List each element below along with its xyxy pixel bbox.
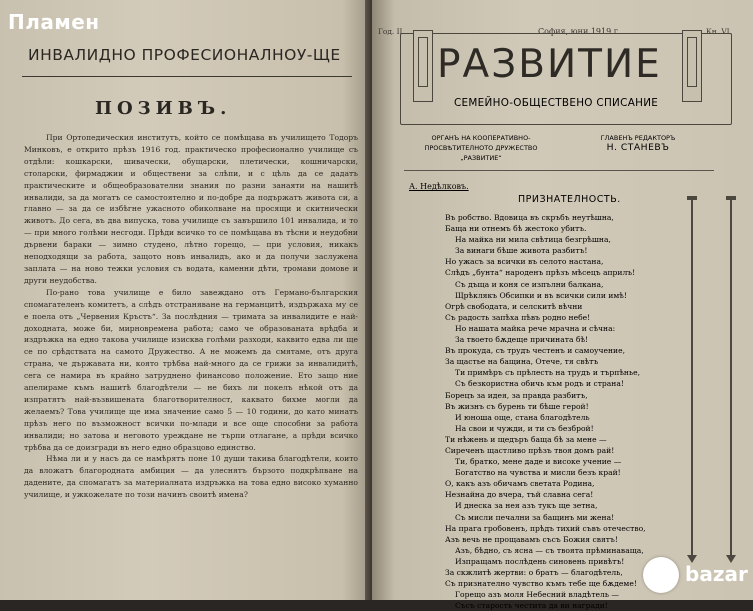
poem-body [437,212,687,611]
left-page-header: ИНВАЛИДНО ПРОФЕСИОНАЛНОУ-ЩЕ [28,46,341,64]
masthead-rule [404,170,714,171]
ornament-pillar-right [682,30,702,102]
poem-line: На свои и чужди, и ти съ безброй! [455,423,594,433]
poem-line: Борецъ за идея, за правда разбитъ, [445,390,588,400]
poem-line: Ти примѣръ съ прѣлесть на трудъ и търпѣнье, [455,368,641,378]
editor-name: Н. СТАНЕВЪ [606,142,670,153]
issue-number: Кн. VI. [706,27,732,36]
issue-date: София, юни 1919 г. [538,27,621,36]
poem-line: Слѣдъ „бунта“ народенъ прѣзъ мѣсецъ априлъ! [445,268,636,278]
year-label: Год. II [378,27,403,36]
poem-line: И юноша още, стана благодѣтель [455,412,590,422]
poem-line: За щастье на бащина, Отече, тя свѣтъ [445,357,599,367]
ornament-pillar-left [413,30,433,102]
poem-line: Щрѣклякъ Обсипки и въ всички сили имѣ! [455,290,627,300]
poem-line: Съ мисли печални за бащинъ ми жена! [455,512,615,522]
poem-line: Съсъ старость честита да ви награди! [455,601,608,611]
poem-line: Изпращамъ послѣдень синовень привѣтъ! [455,556,625,566]
poem-line: Но нашата майка рече мрачна и сѣчна: [455,323,616,333]
poem-line: Съ признателно чувство къмъ тебе ще бѫдеме! [445,579,637,589]
masthead-subtitle: СЕМЕЙНО-ОБЩЕСТВЕНО СПИСАНИЕ [454,97,659,109]
logo-wordmark: bazar [685,562,748,586]
appeal-title: ПОЗИВЪ. [95,98,232,119]
poem-line: Сиреченъ щастливо прѣзъ твоя домъ рай! [445,445,615,455]
marketplace-logo [643,554,753,596]
publisher-block [401,133,561,163]
publisher-line: „РАЗВИТИЕ“ [460,154,502,162]
poem-line: На прага гробовенъ, прѣдъ тихий съвъ отечество, [445,523,646,533]
poem-line: Съ дъща и коня се изпълни балкана, [455,279,604,289]
poem-line: Азъ вечь не прощавамъ съсъ Божия святъ! [445,534,618,544]
poem-line: Баща ни отнемъ бѣ жестоко убитъ. [445,224,587,234]
poem-line: Въ жизнъ съ бурень ти бѣше герой! [445,401,589,411]
poem-line: Азъ, бѣдно, съ ясна — съ твоята прѣминаваща, [455,545,644,555]
header-rule [22,76,352,77]
poem-line: И днеска за нея азъ тукъ ще зетна, [455,501,598,511]
column-ornament-right [730,200,732,555]
poem-line: Въ прокуда, съ трудъ честенъ и самоучение, [445,346,626,356]
editor-label: ГЛАВЕНЪ РЕДАКТОРЪ [600,134,676,142]
logo-mark-icon [643,557,679,593]
appeal-paragraph: По-рано това училище е било завеждано отъ Германо-българския спомагателенъ комитетъ, а слѣдъ отстраняване на германцитѣ, издържаха му се е поела отъ „Червения Кръстъ“. За послѣдния — тримата за инвалидите е най-доходната, може би, мирновремена работа; само че образованата врѣдба и издръжка на едно такова училище изисква голѣми разходи, каквито едва ли ще се по срѣдствата на самото Дружество. А не можемъ да смятаме, отъ друга страна, че държавата ни, която трѣбва най-много да се грижи за инвалидитѣ, сега се намира въ крайно затруднено финансово положение. Ето защо ние апелираме къмъ нашитѣ благодѣтели — не бихъ ли покелъ нѣкой отъ да изпратятъ най-възвишената благотворителност, каквато бихме могли да желаемъ? Това училище ще има значение само 5 — 10 години, до като минатъ прѣзъ него по възможност всички по-млади и все още способни за работа инвалиди; но затова и неговото уреждане не търпи отлагане, а прѣди всичко трѣбва да се доизгради въ него едно образцово единство. [24,287,358,452]
poem-line: На майка ни мила свѣтица безгрѣшна, [455,235,611,245]
poem-line: Ти, братко, мене даде и високе учение — [455,457,622,467]
publisher-line: ПРОСВѢТИТЕЛНОТО ДРУЖЕСТВО [424,144,538,152]
poem-line: Съ безкористна обичь към родъ и страна! [455,379,624,389]
poem-line: Съ радость запѣха пѣвъ родно небе! [445,312,591,322]
appeal-paragraph: При Ортопедическия институтъ, който се помѣщава въ училището Тодоръ Минковъ, е открито прѣзъ 1916 год. практическо професионално училище съ отдѣли: кошкарски, шивачески, обущарски, плетически, кошничарски, столарски, фирмаджии и обществени за слѣпи, и с цѣль да се дадатъ практическите и общеобразователни знания по разни занаяти на нашитѣ инвалиди, за да могатъ се самостоятелно и по-добре да подържатъ живота си, а главно — за да се избѣгне ужасното обиколване на просящи и скитнически животъ. До сега, въ два випуска, това училище съ завършило 101 инвалида, и то — при много голѣми несгоди. Прѣди всичко то се помѣщава въ тѣсни и неудобни дървени бараки — зимно студено, лѣтно горещо, — при условия, никакъ неподходящи за работа, защото новъ инвалидъ, ако и да получи заслужена заплата — на ново тежки условия съ водата, каменни дѣти, тромави домове и други неудобства. [24,133,358,285]
poem-line: Ти нѣжень и щедъръ баща бѣ за мене — [445,434,607,444]
column-ornament-left [691,200,693,555]
publisher-line: ОРГАНЪ НА КООПЕРАТИВНО- [431,134,531,142]
poem-line: О, какъ азъ обичамъ светата Родина, [445,479,595,489]
poem-line: За скжлитѣ жертви: о братъ — благодѣтель, [445,568,623,577]
appeal-body [24,132,358,501]
left-page [0,0,372,600]
poem-line: За винаги бѣше живота разбитъ! [455,246,588,256]
poem-line: Но ужасъ за всички въ селото настана, [445,257,604,267]
editor-block [573,133,703,153]
appeal-paragraph: Нѣма ли и у насъ да се намѣрятъ поне 10 души такива благодѣтели, които да вложатъ благородната амбиция — да улеснятъ бързото подкрѣпване на дадените, да спомагатъ за материалната издръжка на това едно високо хуманно училище, и ужкожелате по този начинъ своитѣ имена? [24,454,358,500]
poem-author: А. Недѣлковъ. [409,182,469,191]
poem-line: Огрѣ свободата, и селскитѣ вѣчни [445,301,583,311]
poem-line: Въ робство. Вдовица въ скръбъ неутѣшна, [445,213,614,222]
watermark-brand: Пламен [8,10,100,34]
poem-line: Незнайна до вчера, тъй славна сега! [445,490,594,500]
poem-line: Богатство на чувства и мисли безъ край! [455,468,621,478]
poem-line: За твоето бѫдеще причината бѣ! [455,335,589,345]
poem-title: ПРИЗНАТЕЛНОСТЬ. [518,194,621,205]
poem-line: Горещо азъ моля Небесний владѣтель — [455,590,619,600]
masthead-title: РАЗВИТИЕ [437,42,662,87]
